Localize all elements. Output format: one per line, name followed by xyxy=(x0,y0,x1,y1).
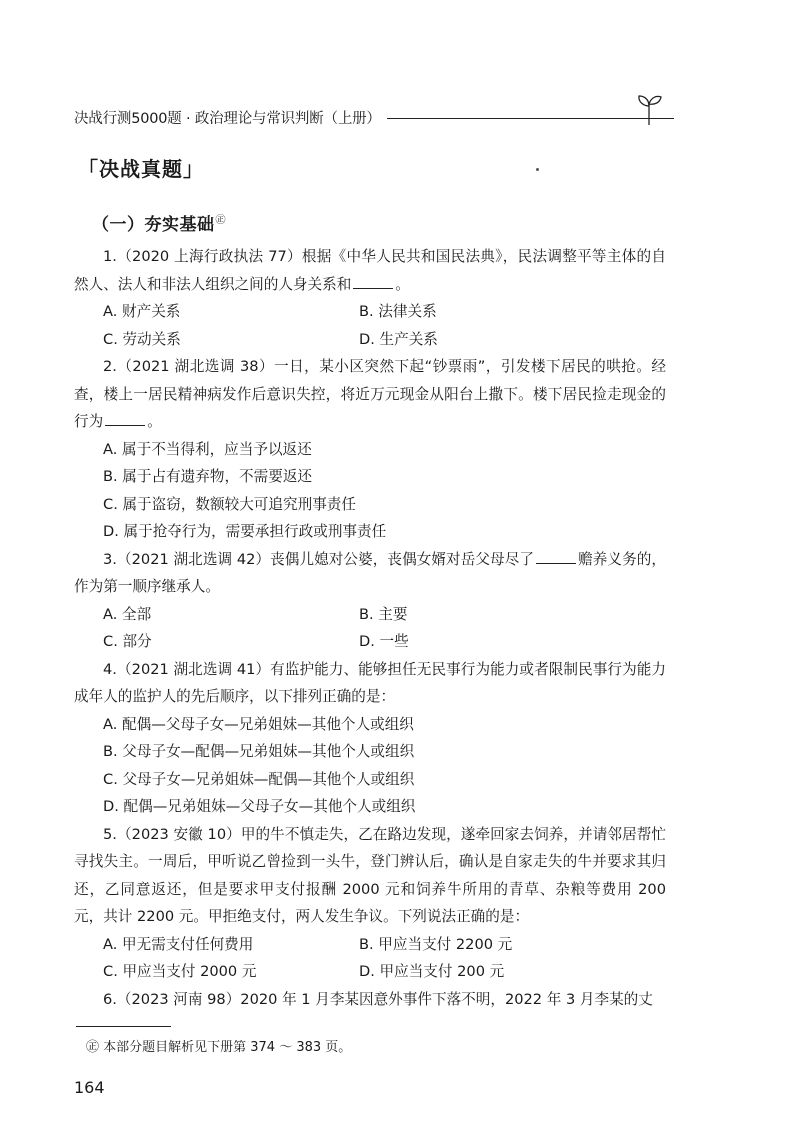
speck xyxy=(536,168,539,171)
options xyxy=(74,711,666,821)
option-a: A. 甲无需支付任何费用 xyxy=(103,935,254,953)
option-a: A. 配偶—父母子女—兄弟姐妹—其他个人或组织 xyxy=(103,715,414,733)
question-stem: 1.（2020 上海行政执法 77）根据《中华人民共和国民法典》，民法调整平等主体的自然人、法人和非法人组织之间的人身关系和 。 xyxy=(74,248,666,293)
section-title: 「决战真题」 xyxy=(78,157,204,181)
option-a: A. 属于不当得利，应当予以返还 xyxy=(103,440,312,458)
question-stem: 2.（2021 湖北选调 38）一日，某小区突然下起“钞票雨”，引发楼下居民的哄抢。经查，楼上一居民精神病发作后意识失控，将近万元现金从阳台上撒下。楼下居民捡走现金的行为 。 xyxy=(74,358,666,430)
question-1 xyxy=(74,243,666,353)
option-a: A. 财产关系 xyxy=(103,303,181,320)
option-c: C. 劳动关系 xyxy=(103,330,181,348)
question-5 xyxy=(74,821,666,986)
options xyxy=(74,298,666,353)
options xyxy=(74,931,666,986)
question-stem: 5.（2023 安徽 10）甲的牛不慎走失，乙在路边发现，遂牵回家去饲养，并请邻居帮忙寻找失主。一周后，甲听说乙曾捡到一头牛，登门辨认后，确认是自家走失的牛并要求其归还，乙同意返还，但是要求甲支付报酬 2000 元和饲养牛所用的青草、杂粮等费用 200 元，共计 2200 元。甲拒绝支付，两人发生争议。下列说法正确的是： xyxy=(74,825,666,925)
question-3 xyxy=(74,546,666,656)
option-d: D. 生产关系 xyxy=(359,330,438,348)
question-stem: 4.（2021 湖北选调 41）有监护能力、能够担任无民事行为能力或者限制民事行为能力成年人的监护人的先后顺序，以下排列正确的是： xyxy=(74,660,666,705)
question-list xyxy=(74,243,666,1013)
option-b: B. 属于占有遗弃物，不需要返还 xyxy=(103,468,313,485)
answer-blank xyxy=(105,411,145,426)
running-header xyxy=(74,106,674,128)
book-title: 决战行测5000题 · 政治理论与常识判断（上册） xyxy=(74,110,381,127)
sprout-icon xyxy=(634,92,664,126)
footnote-rule xyxy=(76,1026,171,1027)
option-c: C. 属于盗窃，数额较大可追究刑事责任 xyxy=(103,495,356,513)
option-b: B. 主要 xyxy=(359,605,408,623)
question-stem: 6.（2023 河南 98）2020 年 1 月李某因意外事件下落不明，2022 年 3 月李某的丈 xyxy=(103,990,653,1008)
subsection-label: （一）夯实基础 xyxy=(92,215,215,235)
option-b: B. 父母子女—配偶—兄弟姐妹—其他个人或组织 xyxy=(103,743,415,760)
option-d: D. 配偶—兄弟姐妹—父母子女—其他个人或组织 xyxy=(103,798,416,815)
option-b: B. 甲应当支付 2200 元 xyxy=(359,935,513,953)
question-4 xyxy=(74,656,666,821)
option-b: B. 法律关系 xyxy=(359,303,437,320)
option-d: D. 一些 xyxy=(359,633,409,650)
question-2 xyxy=(74,353,666,546)
option-a: A. 全部 xyxy=(103,605,152,623)
subsection-title xyxy=(92,210,226,235)
question-6 xyxy=(74,986,666,1014)
option-c: C. 父母子女—兄弟姐妹—配偶—其他个人或组织 xyxy=(103,770,415,788)
header-rule xyxy=(387,118,674,119)
option-d: D. 属于抢夺行为，需要承担行政或刑事责任 xyxy=(103,523,387,540)
option-c: C. 甲应当支付 2000 元 xyxy=(103,963,257,980)
footnote-marker: ㊣ xyxy=(215,215,226,227)
option-d: D. 甲应当支付 200 元 xyxy=(359,963,505,980)
options xyxy=(74,601,666,656)
option-c: C. 部分 xyxy=(103,633,152,650)
options xyxy=(74,436,666,546)
answer-blank xyxy=(353,274,393,289)
question-stem: 3.（2021 湖北选调 42）丧偶儿媳对公婆，丧偶女婿对岳父母尽了 赡养义务的，作为第一顺序继承人。 xyxy=(74,550,666,595)
answer-blank xyxy=(536,549,576,564)
page-number: 164 xyxy=(74,1078,105,1097)
footnote: ㊣ 本部分题目解析见下册第 374 ～ 383 页。 xyxy=(86,1040,352,1055)
